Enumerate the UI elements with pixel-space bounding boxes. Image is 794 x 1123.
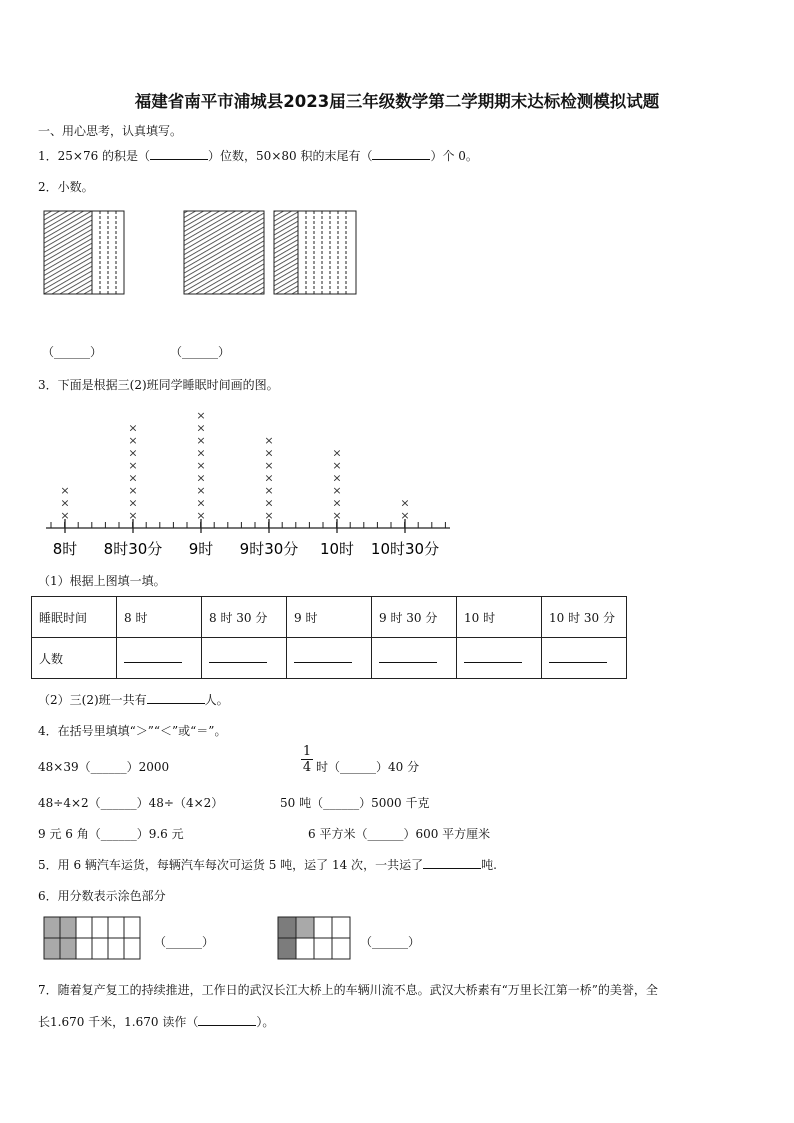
table-cell-time: 10 时 <box>457 597 542 638</box>
data-mark: × <box>332 509 342 522</box>
data-mark: × <box>196 434 206 447</box>
data-mark: × <box>196 471 206 485</box>
q4-row3-left[interactable]: 9 元 6 角（______）9.6 元 <box>38 827 184 841</box>
question-5 <box>38 856 497 873</box>
q3-sub2-text-b: 人。 <box>204 693 229 707</box>
table-cell-blank[interactable] <box>372 638 457 679</box>
axis-tick-label: 8时30分 <box>103 540 163 558</box>
data-mark: × <box>128 459 138 472</box>
table-cell-time: 9 时 30 分 <box>372 597 457 638</box>
data-mark: × <box>196 409 206 422</box>
table-header-label: 睡眠时间 <box>32 597 117 638</box>
data-mark: × <box>196 509 206 522</box>
table-cell-blank[interactable] <box>457 638 542 679</box>
data-mark: × <box>196 496 206 510</box>
question-3-label: 3．下面是根据三(2)班同学睡眠时间画的图。 <box>38 378 279 392</box>
page-title: 福建省南平市浦城县2023届三年级数学第二学期期末达标检测模拟试题 <box>134 92 660 111</box>
q7-text-b: ）。 <box>256 1015 275 1029</box>
data-mark: × <box>60 496 70 510</box>
data-mark: × <box>264 509 274 522</box>
table-cell-time: 8 时 <box>117 597 202 638</box>
figure-2-full <box>184 211 264 294</box>
data-mark: × <box>264 446 274 460</box>
table-row-label: 人数 <box>32 638 117 679</box>
table-row-header <box>32 597 627 638</box>
q3-sub2-text-a: （2）三(2)班一共有 <box>38 693 147 707</box>
data-mark: × <box>196 484 206 497</box>
data-mark: × <box>332 496 342 510</box>
section-heading: 一、用心思考，认真填写。 <box>38 124 183 138</box>
q4-row3-right[interactable]: 6 平方米（______）600 平方厘米 <box>308 827 491 841</box>
data-mark: × <box>332 446 342 460</box>
q4-row1-right[interactable]: 时（______）40 分 <box>316 760 420 774</box>
table-row-count <box>32 638 627 679</box>
q4-fraction <box>301 744 313 775</box>
table-cell-time: 10 时 30 分 <box>542 597 627 638</box>
q1-text-c: ）个 0。 <box>430 149 478 163</box>
q4-row2-right[interactable]: 50 吨（______）5000 千克 <box>280 796 430 810</box>
data-mark: × <box>264 496 274 510</box>
data-mark: × <box>128 421 138 435</box>
fraction-numerator: 1 <box>302 744 312 759</box>
q4-row1-left[interactable]: 48×39（______）2000 <box>38 760 170 774</box>
question-7-line1: 7．随着复产复工的持续推进，工作日的武汉长江大桥上的车辆川流不息。武汉大桥素有“万里长江第一桥”的美誉，全 <box>38 983 658 997</box>
q1-blank-2[interactable] <box>372 147 430 160</box>
data-mark: × <box>264 471 274 485</box>
data-mark: × <box>264 434 274 447</box>
axis-tick-label: 8时 <box>52 540 78 558</box>
q3-sub1: （1）根据上图填一填。 <box>38 574 166 588</box>
axis-tick-label: 9时 <box>188 540 214 558</box>
table-cell-time: 8 时 30 分 <box>202 597 287 638</box>
axis-tick-label: 9时30分 <box>239 540 299 558</box>
q6-answer-blank-2[interactable]: （______） <box>360 935 421 949</box>
q6-answer-blank-1[interactable]: （______） <box>154 935 215 949</box>
axis-tick-label: 10时30分 <box>370 540 440 558</box>
grid-2 <box>278 917 350 959</box>
question-1 <box>38 147 478 164</box>
question-7-line2 <box>38 1013 274 1030</box>
q2-answer-blank-2[interactable]: （______） <box>170 345 231 359</box>
q7-text-a: 长1.670 千米，1.670 读作（ <box>38 1015 199 1029</box>
q4-row2-left[interactable]: 48÷4×2（______）48÷（4×2） <box>38 796 224 810</box>
data-mark: × <box>128 496 138 510</box>
q1-text-b: ）位数，50×80 积的末尾有（ <box>208 149 373 163</box>
data-mark: × <box>128 471 138 485</box>
q5-blank[interactable] <box>423 856 481 869</box>
data-mark: × <box>400 509 410 522</box>
data-mark: × <box>332 484 342 497</box>
table-cell-time: 9 时 <box>287 597 372 638</box>
q5-text-a: 5．用 6 辆汽车运货，每辆汽车每次可运货 5 吨，运了 14 次，一共运了 <box>38 858 424 872</box>
data-mark: × <box>60 484 70 497</box>
table-cell-blank[interactable] <box>542 638 627 679</box>
q2-answer-blank-1[interactable]: （______） <box>42 345 103 359</box>
data-mark: × <box>400 496 410 510</box>
q3-sub2-blank[interactable] <box>147 691 205 704</box>
q7-blank[interactable] <box>198 1013 256 1026</box>
axis-tick-label: 10时 <box>319 540 355 558</box>
data-mark: × <box>196 446 206 460</box>
data-mark: × <box>332 459 342 472</box>
data-mark: × <box>128 484 138 497</box>
sleep-table <box>31 596 627 679</box>
question-6-label: 6．用分数表示涂色部分 <box>38 889 166 903</box>
question-2-label: 2．小数。 <box>38 180 94 194</box>
data-mark: × <box>196 459 206 472</box>
data-mark: × <box>60 509 70 522</box>
table-cell-blank[interactable] <box>287 638 372 679</box>
data-mark: × <box>264 459 274 472</box>
data-mark: × <box>128 434 138 447</box>
data-mark: × <box>128 509 138 522</box>
fraction-denominator: 4 <box>302 760 312 775</box>
data-mark: × <box>128 446 138 460</box>
table-cell-blank[interactable] <box>202 638 287 679</box>
table-cell-blank[interactable] <box>117 638 202 679</box>
figure-1 <box>44 211 124 294</box>
question-4-label: 4．在括号里填填“＞”“＜”或“＝”。 <box>38 724 227 738</box>
grid-1 <box>44 917 140 959</box>
sleep-time-line-plot <box>40 400 460 560</box>
decimal-hatched-figures <box>40 208 380 298</box>
q5-text-b: 吨. <box>481 858 497 872</box>
data-mark: × <box>332 471 342 485</box>
data-mark: × <box>264 484 274 497</box>
q3-sub2 <box>38 691 229 708</box>
q1-blank-1[interactable] <box>150 147 208 160</box>
figure-2-partial <box>274 211 356 294</box>
q1-text-a: 1．25×76 的积是（ <box>38 149 151 163</box>
data-mark: × <box>196 421 206 435</box>
